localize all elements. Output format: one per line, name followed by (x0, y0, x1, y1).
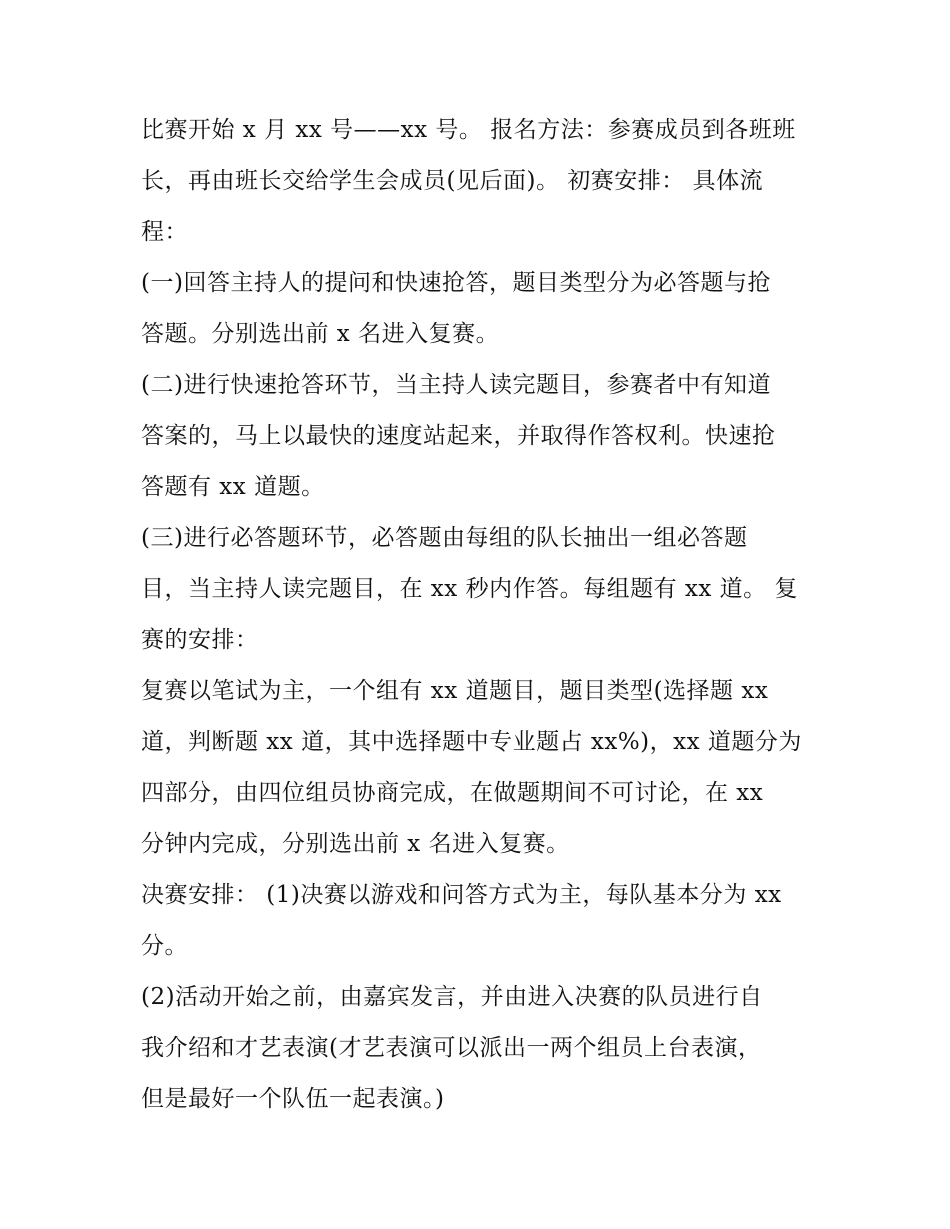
text-line: 复赛以笔试为主，一个组有 xx 道题目，题目类型(选择题 xx (141, 678, 769, 704)
text-line: 比赛开始 x 月 xx 号——xx 号。 报名方法：参赛成员到各班班 (141, 117, 796, 143)
document-body-text (141, 105, 831, 1125)
text-line: 但是最好一个队伍一起表演。) (141, 1086, 445, 1112)
text-line: 答案的，马上以最快的速度站起来，并取得作答权利。快速抢 (141, 423, 776, 449)
text-line: (二)进行快速抢答环节，当主持人读完题目，参赛者中有知道 (141, 372, 771, 398)
text-line: (一)回答主持人的提问和快速抢答，题目类型分为必答题与抢 (141, 270, 771, 296)
text-line: 答题有 xx 道题。 (141, 474, 325, 500)
text-line: 程： (141, 219, 188, 245)
text-line: 道，判断题 xx 道，其中选择题中专业题占 xx%)，xx 道题分为 (141, 729, 802, 755)
text-line: 分。 (141, 933, 188, 959)
text-line: 赛的安排： (141, 627, 259, 653)
text-line: 目，当主持人读完题目，在 xx 秒内作答。每组题有 xx 道。 复 (141, 576, 798, 602)
text-line: 长，再由班长交给学生会成员(见后面)。 初赛安排： 具体流 (141, 168, 764, 194)
text-line: 我介绍和才艺表演(才艺表演可以派出一两个组员上台表演， (141, 1035, 762, 1061)
text-line: 决赛安排： (1)决赛以游戏和问答方式为主，每队基本分为 xx (141, 882, 782, 908)
text-line: (三)进行必答题环节，必答题由每组的队长抽出一组必答题 (141, 525, 748, 551)
text-line: 答题。分别选出前 x 名进入复赛。 (141, 321, 500, 347)
text-line: 分钟内完成，分别选出前 x 名进入复赛。 (141, 831, 570, 857)
text-line: 四部分，由四位组员协商完成，在做题期间不可讨论，在 xx (141, 780, 764, 806)
text-line: (2)活动开始之前，由嘉宾发言，并由进入决赛的队员进行自 (141, 984, 763, 1010)
